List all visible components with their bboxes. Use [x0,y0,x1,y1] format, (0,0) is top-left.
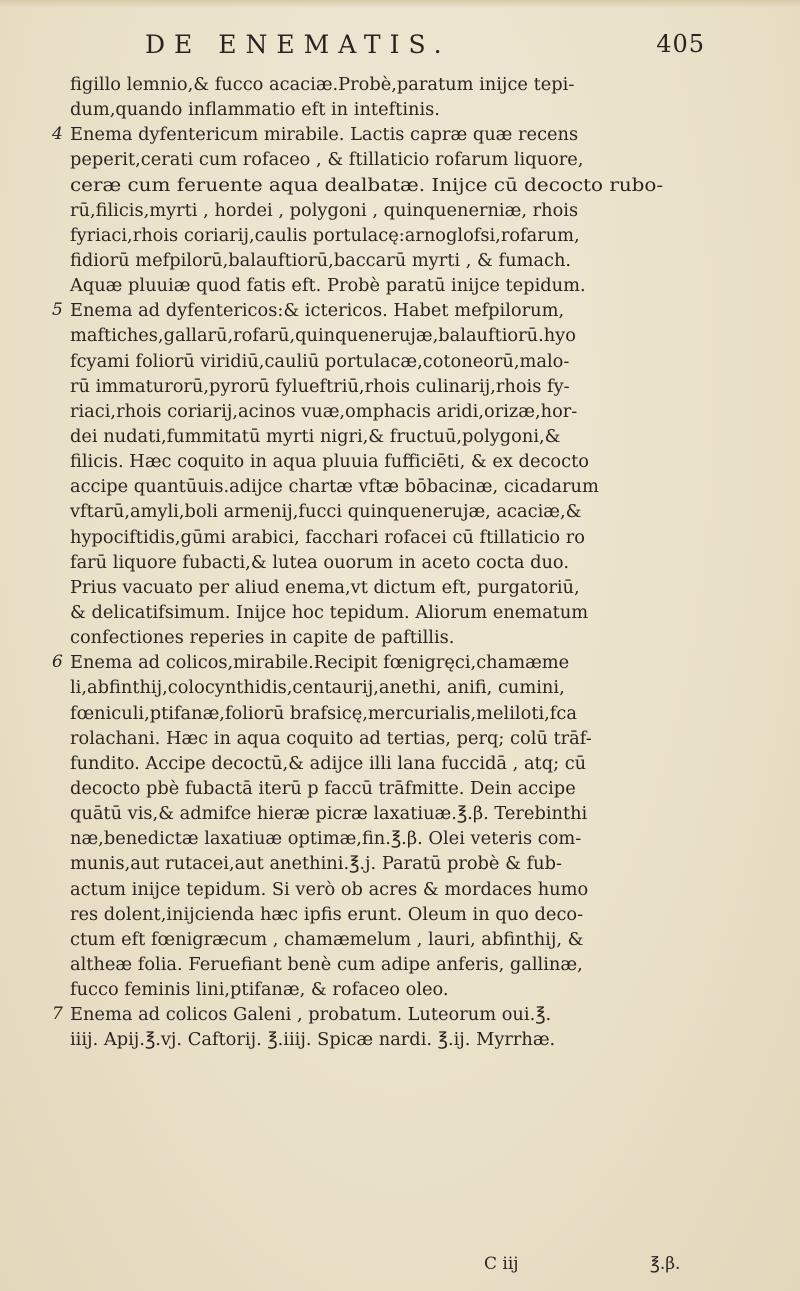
text-line [70,776,732,801]
line-text: vftarū,amyli,boli armenij,fucci quinquenerujæ, acaciæ,& [70,501,582,523]
line-text: hypociftidis,gūmi arabici, facchari rofacei cū ftillaticio ro [70,526,585,548]
page-header [145,30,705,64]
line-text: confectiones reperies in capite de paftillis. [70,627,455,649]
text-line [70,499,732,524]
line-text: Aquæ pluuiæ quod fatis eft. Probè paratū inijce tepidum. [70,275,586,297]
paragraph-number: 4 [52,124,63,145]
text-line [70,147,732,172]
text-line [70,726,732,751]
line-text: actum inijce tepidum. Si verò ob acres & mordaces humo [70,878,589,900]
text-line [70,424,732,449]
line-text: res dolent,inijcienda hæc ipfis erunt. Oleum in quo deco- [70,903,584,925]
line-text: riaci,rhois coriarij,acinos vuæ,omphacis aridi,orizæ,hor- [70,400,578,422]
catchline [0,1254,800,1278]
text-line [70,349,732,374]
text-line [70,877,732,902]
line-text: dum,quando inflammatio eft in inteftinis. [70,99,440,121]
line-text: fidiorū mefpilorū,balauftiorū,baccarū myrti , & fumach. [70,249,572,271]
text-line [70,72,732,97]
text-line [70,449,732,474]
body-text [52,72,732,1052]
text-line [70,751,732,776]
line-text: ctum eft fœnigræcum , chamæmelum , lauri, abfinthij, & [70,928,584,950]
line-text: filicis. Hæc coquito in aqua pluuia fufficiēti, & ex decocto [70,451,589,473]
page-edge [0,0,800,8]
line-text: fundito. Accipe decoctū,& adijce illi lana fuccidā , atq; cū [70,752,587,774]
text-line [70,977,732,1002]
line-text: maftiches,gallarū,rofarū,quinquenerujæ,balauftiorū.hyo [70,325,576,347]
text-line [70,675,732,700]
text-line [70,399,732,424]
text-line [70,952,732,977]
line-text: & delicatifsimum. Inijce hoc tepidum. Aliorum enematum [70,601,589,623]
line-text: Enema ad dyfentericos:& ictericos. Habet mefpilorum, [70,300,565,322]
text-line [70,323,732,348]
text-line [70,801,732,826]
line-text: munis,aut rutacei,aut anethini.℥.j. Paratū probè & fub- [70,853,563,875]
signature-mark: C iij [484,1254,519,1274]
line-text: Prius vacuato per aliud enema,vt dictum eft, purgatoriū, [70,576,580,598]
text-line [70,701,732,726]
line-text: fcyami foliorū viridiū,cauliū portulacæ,cotoneorū,malo- [70,350,570,372]
text-line [70,902,732,927]
line-text: altheæ folia. Feruefiant benè cum adipe anferis, gallinæ, [70,953,583,975]
running-title: DE ENEMATIS. [145,30,451,59]
text-line [52,1002,732,1027]
line-text: Enema ad colicos Galeni , probatum. Luteorum oui.℥. [70,1004,552,1026]
text-line [70,550,732,575]
text-line [70,625,732,650]
text-line [52,650,732,675]
text-line [70,851,732,876]
text-line [70,1027,732,1052]
line-text: iiij. Apij.℥.vj. Caftorij. ℥.iiij. Spicæ nardi. ℥.ij. Myrrhæ. [70,1029,556,1051]
line-text: Enema dyfentericum mirabile. Lactis capræ quæ recens [70,124,579,146]
text-line [70,97,732,122]
text-line [52,298,732,323]
line-text: li,abfinthij,colocynthidis,centaurij,anethi, anifi, cumini, [70,677,565,699]
text-line [70,273,732,298]
line-text: fucco feminis lini,ptifanæ, & rofaceo oleo. [70,979,449,1001]
line-text: farū liquore fubacti,& lutea ouorum in aceto cocta duo. [70,551,569,573]
text-line [70,826,732,851]
line-text: quātū vis,& admifce hieræ picræ laxatiuæ.℥.β. Terebinthi [70,803,588,825]
line-text: dei nudati,fummitatū myrti nigri,& fructuū,polygoni,& [70,425,561,447]
paragraph-number: 7 [52,1004,63,1025]
paragraph-number: 5 [52,300,63,321]
line-text: rū,filicis,myrti , hordei , polygoni , quinquenerniæ, rhois [70,199,579,221]
text-line [70,374,732,399]
page-number: 405 [656,30,705,58]
text-line [70,173,732,198]
text-line [70,248,732,273]
line-text: figillo lemnio,& fucco acaciæ.Probè,paratum inijce tepi- [70,74,575,95]
text-line [70,525,732,550]
line-text: accipe quantūuis.adijce chartæ vftæ bōbacinæ, cicadarum [70,476,599,498]
paragraph-number: 6 [52,652,63,673]
text-line [70,575,732,600]
text-line [70,927,732,952]
line-text: Enema ad colicos,mirabile.Recipit fœnigręci,chamæme [70,652,570,674]
line-text: fyriaci,rhois coriarij,caulis portulacę:arnoglofsi,rofarum, [70,224,580,246]
text-line [70,198,732,223]
line-text: peperit,cerati cum rofaceo , & ftillaticio rofarum liquore, [70,149,584,171]
line-text: rū immaturorū,pyrorū fylueftriū,rhois culinarij,rhois fy- [70,375,570,397]
line-text: næ,benedictæ laxatiuæ optimæ,fin.℥.β. Olei veteris com- [70,828,582,850]
text-line [52,122,732,147]
text-line [70,223,732,248]
line-text: decocto pbè fubactā iterū p faccū trāfmitte. Dein accipe [70,777,576,799]
text-line [70,474,732,499]
line-text: fœniculi,ptifanæ,foliorū brafsicę,mercurialis,meliloti,fca [70,702,577,724]
line-text: rolachani. Hæc in aqua coquito ad tertias, perq; colū trāf- [70,727,592,749]
catchword: ℥.β. [650,1254,681,1274]
text-line [70,600,732,625]
line-text: ceræ cum feruente aqua dealbatæ. Inijce cū decocto rubo- [70,174,664,196]
